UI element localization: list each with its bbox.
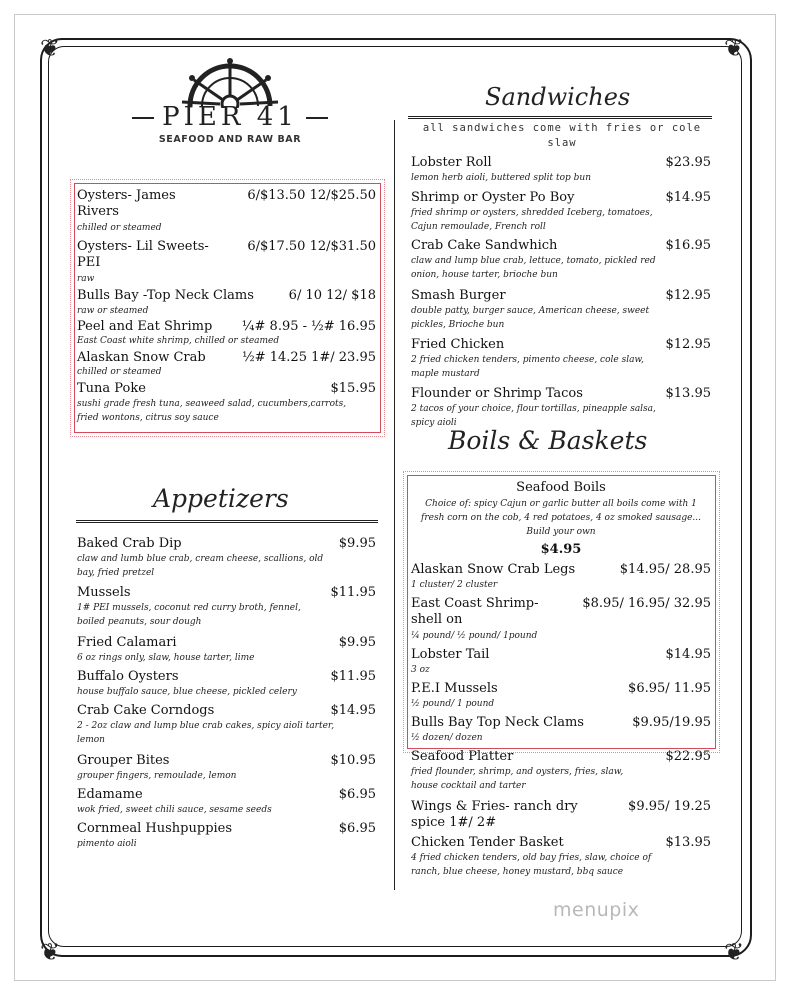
menu-item-name: Bulls Bay -Top Neck Clams bbox=[77, 288, 254, 303]
menu-item-price: $9.95/19.95 bbox=[632, 715, 711, 730]
menu-item-price: $14.95 bbox=[330, 703, 376, 718]
menu-item-desc: chilled or steamed bbox=[77, 367, 162, 377]
menu-item-desc: fried shrimp or oysters, shredded Iceberg, tomatoes, Cajun remoulade, French roll bbox=[411, 208, 653, 232]
menu-item-name: Flounder or Shrimp Tacos bbox=[411, 386, 583, 401]
menu-item-desc: grouper fingers, remoulade, lemon bbox=[77, 771, 237, 781]
menu-item-desc: 6 oz rings only, slaw, house tarter, lime bbox=[77, 653, 255, 663]
menu-item-name: Bulls Bay Top Neck Clams bbox=[411, 715, 584, 730]
menu-item-price: $11.95 bbox=[330, 669, 376, 684]
menu-item-price: $12.95 bbox=[665, 337, 711, 352]
corner-ornament-icon: ❦ bbox=[724, 34, 745, 62]
section-rule bbox=[408, 116, 712, 119]
menu-item-name: Crab Cake Corndogs bbox=[77, 703, 215, 718]
menu-item-name: Oysters- Lil Sweets- PEI bbox=[77, 239, 209, 270]
menu-item-price: ½# 14.25 1#/ 23.95 bbox=[242, 350, 376, 365]
menu-item-name: Grouper Bites bbox=[77, 753, 170, 768]
sandwiches-note: all sandwiches come with fries or cole slaw bbox=[422, 122, 702, 149]
menu-item-desc: pimento aioli bbox=[77, 839, 137, 849]
menu-item-price: ¼# 8.95 - ½# 16.95 bbox=[241, 319, 376, 334]
menu-item-name: Mussels bbox=[77, 585, 131, 600]
menu-item-price: $12.95 bbox=[665, 288, 711, 303]
menu-item-name: Edamame bbox=[77, 787, 143, 802]
menu-item-name: Fried Chicken bbox=[411, 337, 505, 352]
menu-item-price: $14.95 bbox=[665, 647, 711, 662]
menu-item-desc: 2 - 2oz claw and lump blue crab cakes, spicy aioli tarter, lemon bbox=[77, 721, 335, 745]
section-rule bbox=[76, 520, 378, 523]
menu-item-name: Peel and Eat Shrimp bbox=[77, 319, 213, 334]
menu-item-name: Lobster Roll bbox=[411, 155, 492, 170]
logo bbox=[130, 58, 330, 148]
menu-item-desc: wok fried, sweet chili sauce, sesame seeds bbox=[77, 805, 272, 815]
menu-item-desc: lemon herb aioli, buttered split top bun bbox=[411, 173, 591, 183]
menu-item-name: Smash Burger bbox=[411, 288, 506, 303]
appetizers-title: Appetizers bbox=[153, 484, 289, 513]
menu-item-name: Oysters- James Rivers bbox=[77, 188, 176, 219]
menu-item-price: $14.95/ 28.95 bbox=[619, 562, 711, 577]
menu-item-name: Shrimp or Oyster Po Boy bbox=[411, 190, 575, 205]
menu-item-desc: East Coast white shrimp, chilled or steamed bbox=[77, 336, 280, 346]
menu-item-price: 6/$13.50 12/$25.50 bbox=[247, 188, 376, 203]
menu-item-price: $9.95 bbox=[338, 536, 376, 551]
boils-box-title: Seafood Boils bbox=[516, 480, 606, 495]
menu-item-desc: raw bbox=[77, 274, 95, 284]
menu-item-price: $22.95 bbox=[665, 749, 711, 764]
corner-ornament-icon: ❦ bbox=[40, 34, 61, 62]
corner-ornament-icon: ❦ bbox=[724, 938, 745, 966]
menu-item-price: $6.95 bbox=[338, 787, 376, 802]
menu-item-price: $14.95 bbox=[665, 190, 711, 205]
menu-item-desc: 2 tacos of your choice, flour tortillas, pineapple salsa, spicy aioli bbox=[411, 404, 656, 428]
menu-item-desc: fried flounder, shrimp, and oysters, fries, slaw, house cocktail and tarter bbox=[411, 767, 624, 791]
menu-item-desc: sushi grade fresh tuna, seaweed salad, cucumbers,carrots, fried wontons, citrus soy sauce bbox=[77, 399, 347, 423]
menu-item-desc: 3 oz bbox=[411, 665, 430, 675]
menu-item-name: Seafood Platter bbox=[411, 749, 514, 764]
menu-item-name: Buffalo Oysters bbox=[77, 669, 179, 684]
menu-item-name: Alaskan Snow Crab Legs bbox=[411, 562, 576, 577]
menu-item-price: $23.95 bbox=[665, 155, 711, 170]
menu-item-desc: 1# PEI mussels, coconut red curry broth, fennel, boiled peanuts, sour dough bbox=[77, 603, 301, 627]
menu-item-desc: 4 fried chicken tenders, old bay fries, slaw, choice of ranch, blue cheese, honey mustard, bbq sauce bbox=[411, 853, 652, 877]
ship-wheel-icon bbox=[180, 58, 280, 108]
menu-item-price: $13.95 bbox=[665, 835, 711, 850]
brand-tagline: SEAFOOD AND RAW BAR bbox=[158, 134, 302, 145]
menu-item-name: Alaskan Snow Crab bbox=[77, 350, 206, 365]
menu-item-price: $9.95/ 19.25 bbox=[628, 799, 711, 814]
boils-box-desc: Choice of: spicy Cajun or garlic butter all boils come with 1 fresh corn on the cob, 4 red potatoes, 4 oz smoked sausage... Build your own bbox=[421, 499, 701, 537]
menu-item-desc: claw and lumb blue crab, cream cheese, scallions, old bay, fried pretzel bbox=[77, 554, 324, 578]
menu-item-desc: house buffalo sauce, blue cheese, pickled celery bbox=[77, 687, 297, 697]
menu-item-name: Tuna Poke bbox=[77, 381, 146, 396]
boils-box-price: $4.95 bbox=[540, 542, 582, 557]
watermark: menupix bbox=[553, 899, 640, 921]
menu-item-desc: 1 cluster/ 2 cluster bbox=[411, 580, 498, 590]
menu-item-name: East Coast Shrimp- shell on bbox=[411, 596, 539, 627]
menu-item-desc: raw or steamed bbox=[77, 306, 149, 316]
sandwiches-title: Sandwiches bbox=[485, 83, 631, 111]
menu-item-name: Baked Crab Dip bbox=[77, 536, 182, 551]
menu-item-price: $9.95 bbox=[338, 635, 376, 650]
boils-title: Boils & Baskets bbox=[448, 426, 648, 455]
menu-item-price: $6.95/ 11.95 bbox=[628, 681, 711, 696]
menu-item-price: 6/ 10 12/ $18 bbox=[288, 288, 376, 303]
menu-item-price: $11.95 bbox=[330, 585, 376, 600]
menu-item-price: 6/$17.50 12/$31.50 bbox=[247, 239, 376, 254]
menu-item-price: $6.95 bbox=[338, 821, 376, 836]
menu-item-price: $16.95 bbox=[665, 238, 711, 253]
menu-item-name: Fried Calamari bbox=[77, 635, 177, 650]
menu-item-desc: ½ pound/ 1 pound bbox=[411, 699, 495, 709]
corner-ornament-icon: ❦ bbox=[40, 938, 61, 966]
menu-item-name: P.E.I Mussels bbox=[411, 681, 498, 696]
menu-item-name: Chicken Tender Basket bbox=[411, 835, 564, 850]
menu-item-price: $13.95 bbox=[665, 386, 711, 401]
menu-item-name: Lobster Tail bbox=[411, 647, 490, 662]
menu-item-name: Cornmeal Hushpuppies bbox=[77, 821, 233, 836]
menu-item-price: $15.95 bbox=[330, 381, 376, 396]
menu-item-desc: 2 fried chicken tenders, pimento cheese, cole slaw, maple mustard bbox=[411, 355, 644, 379]
menu-item-price: $8.95/ 16.95/ 32.95 bbox=[582, 596, 711, 611]
menu-item-desc: claw and lump blue crab, lettuce, tomato, pickled red onion, house tarter, brioche bun bbox=[411, 256, 656, 280]
menu-item-name: Crab Cake Sandwhich bbox=[411, 238, 558, 253]
brand-name: PIER 41 bbox=[162, 102, 298, 132]
menu-item-price: $10.95 bbox=[330, 753, 376, 768]
column-divider bbox=[394, 120, 395, 890]
menu-item-desc: double patty, burger sauce, American cheese, sweet pickles, Brioche bun bbox=[411, 306, 650, 330]
menu-item-desc: ¼ pound/ ½ pound/ 1pound bbox=[411, 631, 538, 641]
menu-item-name: Wings & Fries- ranch dry spice 1#/ 2# bbox=[411, 799, 578, 830]
menu-item-desc: chilled or steamed bbox=[77, 223, 162, 233]
menu-item-desc: ½ dozen/ dozen bbox=[411, 733, 483, 743]
